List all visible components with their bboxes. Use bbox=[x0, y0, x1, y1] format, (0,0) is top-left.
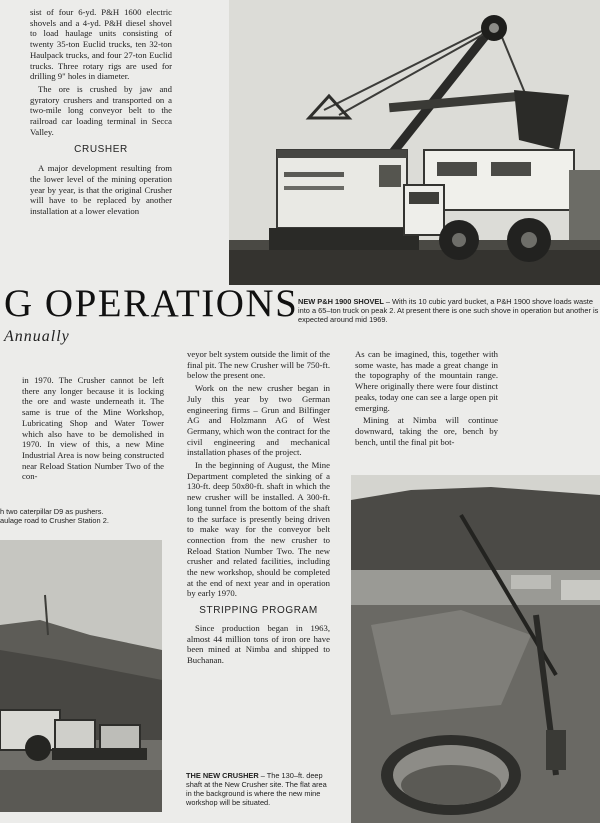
crusher-caption bbox=[186, 771, 331, 821]
paragraph: Work on the new crusher began in July this year by two German engineering firms – Grun and Bilfinger AG and Holzmann AG of West Germany, which won the contract for the civil engineering and mechanical installation phases of the project. bbox=[187, 383, 330, 458]
shovel-caption bbox=[298, 297, 600, 337]
caption-label: THE NEW CRUSHER bbox=[186, 771, 259, 780]
caption-line: h two caterpillar D9 as pushers. bbox=[0, 507, 104, 516]
middle-column bbox=[187, 349, 330, 744]
crusher-shaft-photo bbox=[351, 475, 600, 823]
paragraph: veyor belt system outside the limit of the final pit. The new Crusher will be 750-ft. below the present one. bbox=[187, 349, 330, 381]
article-title: G OPERATIONS bbox=[4, 282, 299, 325]
caption-label: NEW P&H 1900 SHOVEL bbox=[298, 297, 384, 306]
paragraph: Mining at Nimba will continue downward, taking the ore, bench by bench, until the final pit bot- bbox=[355, 415, 498, 447]
left-column bbox=[22, 375, 164, 505]
shovel-illustration bbox=[229, 0, 600, 285]
paragraph: In the beginning of August, the Mine Department completed the sinking of a 130-ft. deep 50x80-ft. shaft in which the new crusher will be installed. A 300-ft. long tunnel from the bottom of the shaft to the surface is presently being driven to make way for the conveyor belt connection from the new crusher to Reload Station Number Two. The new crusher and related facilities, including the new workshop, should be completed at the end of next year and in operation by early 1970. bbox=[187, 460, 330, 599]
caption-text: – With its 10 cubic yard bucket, a P&H 1900 shove loads waste into a 65–ton truck on peak 2. At present there is one such shove in operation but another is expected around mid 1969. bbox=[298, 297, 599, 324]
caption-line: aulage road to Crusher Station 2. bbox=[0, 516, 109, 525]
section-heading-crusher: CRUSHER bbox=[74, 144, 128, 156]
shovel-photo bbox=[229, 0, 600, 285]
paragraph: Since production began in 1963, almost 44 million tons of iron ore have been mined at Nimba and shipped to Buchanan. bbox=[187, 622, 330, 665]
paragraph: sist of four 6-yd. P&H 1600 electric shovels and a 4-yd. P&H diesel shovel to load haulage units consisting of twenty 35-ton Euclid trucks, ten 32-ton Haulpack trucks, and four 27-ton Euclid trucks. Three rotary rigs are used for drilling 9" holes in diameter. bbox=[30, 7, 172, 82]
paragraph: The ore is crushed by jaw and gyratory crushers and transported on a two-mile long conveyor belt to the railroad car loading terminal in Secca Valley. bbox=[30, 83, 172, 137]
caterpillar-illustration bbox=[0, 540, 162, 812]
section-heading-stripping: STRIPPING PROGRAM bbox=[199, 605, 318, 617]
article-subtitle: Annually bbox=[4, 328, 70, 345]
caption-text: – The 130–ft. deep shaft at the New Crusher site. The flat area in the background is where the new mine workshop will be situated. bbox=[186, 771, 327, 807]
top-left-column bbox=[30, 7, 172, 279]
paragraph: in 1970. The Crusher cannot be left there any longer because it is locking the ore and waste underneath it. The same is true of the Mine Workshop, Lubricating Shop and Water Tower which also have to be demolished in 1970. In view of this, a new Mine Industrial Area is now being constructed near Reload Station Number Two of the con- bbox=[22, 375, 164, 482]
paragraph: A major development resulting from the lower level of the mining operation year by year, is that the original Crusher will have to be replaced by another installation at a lower elevation bbox=[30, 163, 172, 216]
caterpillar-photo bbox=[0, 540, 162, 812]
right-column bbox=[355, 349, 498, 461]
pusher-caption bbox=[0, 507, 170, 525]
paragraph: As can be imagined, this, together with some waste, has made a great change in the topography of the mountain range. Where originally there were four distinct peaks, today one can see a large open pit emerging. bbox=[355, 349, 498, 413]
crusher-shaft-illustration bbox=[351, 475, 600, 823]
